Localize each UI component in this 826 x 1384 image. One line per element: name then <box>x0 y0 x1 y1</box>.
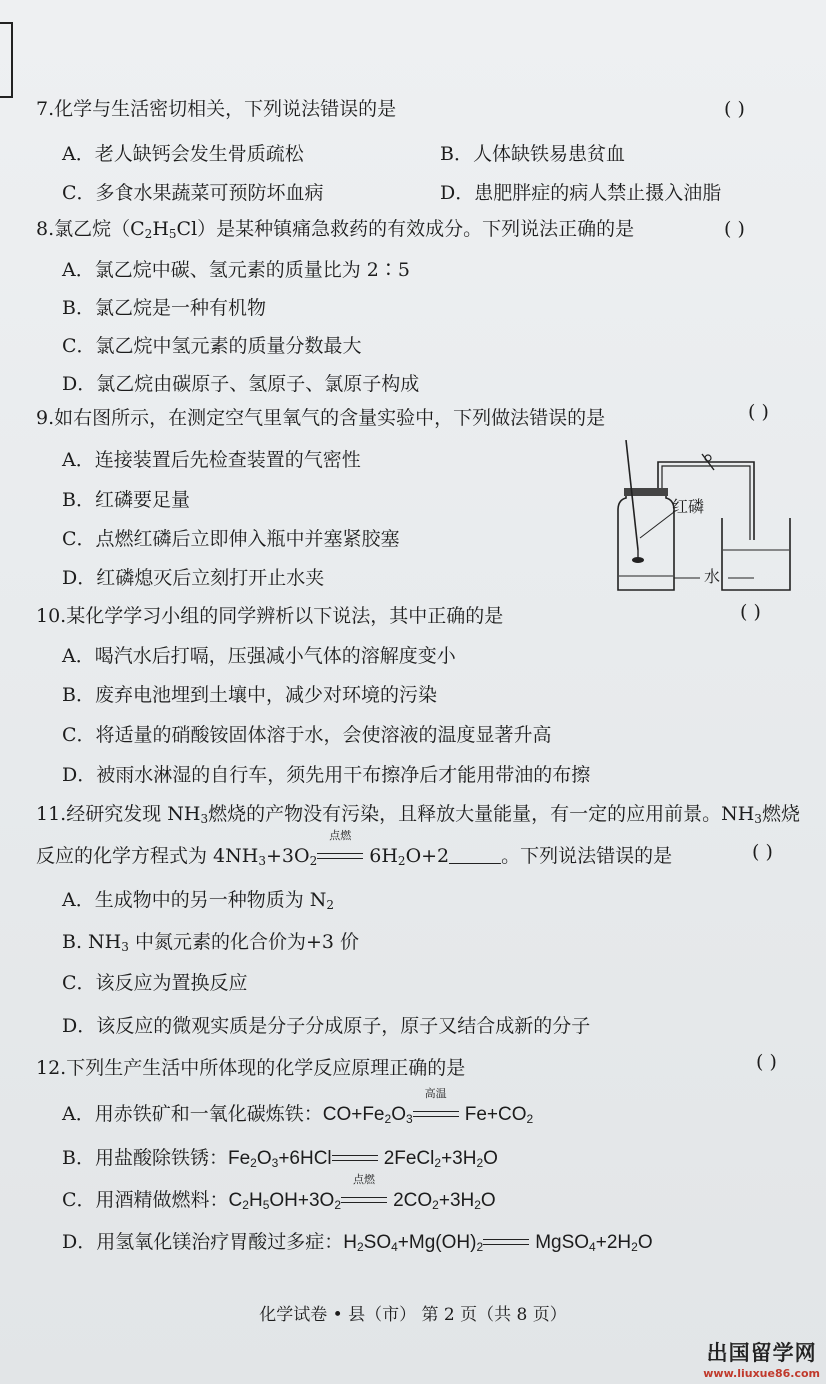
q9-option-c: C．点燃红磷后立即伸入瓶中并塞紧胶塞 <box>62 528 400 550</box>
q11-option-d: D．该反应的微观实质是分子分成原子，原子又结合成新的分子 <box>62 1015 591 1037</box>
q8-sub-2: 2 <box>144 227 153 241</box>
q12-a-condition <box>413 1087 459 1126</box>
q11-stem-line2: 反应的化学方程式为 $4NH_3+3O_2$ 点燃 $6H_2O+2$ 。下列说法错误的是 <box>36 829 673 868</box>
q12-option-d: D．用氢氧化镁治疗胃酸过多症：$H_2SO_4+Mg(OH)_2$ $MgSO_4+2H_2O$ <box>62 1231 653 1254</box>
watermark-title: 出国留学网 <box>706 1341 817 1365</box>
q12-option-c: C．用酒精做燃料：$C_2H_5OH+3O_2$ 点燃 $2CO_2+3H_2O$ <box>62 1173 496 1212</box>
q12-c-cond-text: 点燃 <box>353 1173 376 1186</box>
q7-option-b: B．人体缺铁易患贫血 <box>440 143 625 165</box>
q11-option-c: C．该反应为置换反应 <box>62 972 248 994</box>
q12-d-right3: O <box>637 1232 653 1253</box>
q11-l2-a: 反应的化学方程式为 4NH <box>36 845 259 867</box>
q12-a-cond-text: 高温 <box>424 1087 447 1100</box>
q12-option-a: A．用赤铁矿和一氧化碳炼铁：$CO+Fe_2O_3$ 高温 $Fe+CO_2$ <box>62 1087 534 1126</box>
q12-c-condition <box>341 1173 387 1212</box>
q12-b-right3: O <box>483 1148 498 1169</box>
q12-stem: 12.下列生产生活中所体现的化学反应原理正确的是 <box>36 1057 466 1079</box>
q12-c-left2: OH+3O <box>269 1190 335 1211</box>
q8-stem-h: H <box>152 218 169 240</box>
q9-apparatus-diagram <box>604 440 800 596</box>
q12-a-left: CO+Fe <box>322 1104 385 1125</box>
q12-answer-paren: ( ) <box>756 1051 777 1073</box>
q12-c-right: 2CO <box>393 1190 433 1211</box>
q12-d-left: H <box>343 1232 357 1253</box>
q11-b-pre: B. NH <box>62 931 122 953</box>
q12-d-left3: +Mg(OH) <box>397 1232 477 1253</box>
q12-d-right: MgSO <box>535 1232 590 1253</box>
q12-d-left2: SO <box>363 1232 392 1253</box>
q11-stem-line1 <box>36 802 800 826</box>
q11-l2-prod: 6H <box>369 845 398 867</box>
q12-b-equals <box>332 1146 378 1170</box>
q7-answer-paren: ( ) <box>724 98 745 120</box>
q11-condition-arrow <box>317 829 363 868</box>
q10-option-b: B．废弃电池埋到土壤中，减少对环境的污染 <box>62 684 437 706</box>
q11-option-b: B. $NH_3$ 中氮元素的化合价为+3 价 <box>62 931 359 954</box>
site-watermark <box>703 1337 820 1380</box>
q7-option-c: C．多食水果蔬菜可预防坏血病 <box>62 182 324 204</box>
q12-c-right2: +3H <box>438 1190 475 1211</box>
q7-option-a: A．老人缺钙会发生骨质疏松 <box>62 143 304 165</box>
q12-d-equals <box>483 1230 529 1254</box>
red-phosphorus-label: 红磷 <box>672 497 705 516</box>
q12-d-pre: D．用氢氧化镁治疗胃酸过多症： <box>62 1231 344 1253</box>
q11-answer-blank <box>449 845 501 864</box>
q8-stem-suffix: Cl）是某种镇痛急救药的有效成分。下列说法正确的是 <box>176 218 635 240</box>
q11-l1-sub: 3 <box>200 812 209 826</box>
q11-l1-c: 燃烧 <box>761 803 800 825</box>
q11-b-post: 中氮元素的化合价为+3 价 <box>134 931 359 953</box>
q12-b-right2: +3H <box>441 1148 477 1169</box>
q10-answer-paren: ( ) <box>740 601 761 623</box>
q8-stem-prefix: 8.氯乙烷（C <box>36 218 145 240</box>
q9-option-d: D．红磷熄灭后立刻打开止水夹 <box>62 567 325 589</box>
q10-option-d: D．被雨水淋湿的自行车，须先用干布擦净后才能用带油的布擦 <box>62 764 591 786</box>
q10-option-c: C．将适量的硝酸铵固体溶于水，会使溶液的温度显著升高 <box>62 724 552 746</box>
q11-l1-a: 11.经研究发现 NH <box>36 803 201 825</box>
q11-l2-prod2: O+2 <box>405 845 450 867</box>
q11-l2-plus: +3O <box>265 845 310 867</box>
q12-c-pre: C．用酒精做燃料： <box>62 1189 229 1211</box>
q8-stem <box>36 217 634 241</box>
q8-option-c: C．氯乙烷中氢元素的质量分数最大 <box>62 335 362 357</box>
binding-margin-box <box>0 22 13 98</box>
apparatus-svg <box>604 440 800 596</box>
watermark-url: www.liuxue86.com <box>703 1367 820 1380</box>
page-footer: 化学试卷 • 县（市） 第 2 页（共 8 页） <box>259 1305 567 1325</box>
q8-answer-paren: ( ) <box>724 218 745 240</box>
q12-c-right3: O <box>480 1190 496 1211</box>
q12-a-right: Fe+CO <box>464 1104 527 1125</box>
q8-option-d: D．氯乙烷由碳原子、氢原子、氯原子构成 <box>62 373 420 395</box>
q8-option-a: A．氯乙烷中碳、氢元素的质量比为 2∶5 <box>62 259 410 281</box>
q9-option-b: B．红磷要足量 <box>62 489 190 511</box>
q12-b-left2: +6HCl <box>278 1148 332 1169</box>
q12-b-pre: B．用盐酸除铁锈： <box>62 1147 228 1169</box>
q9-answer-paren: ( ) <box>748 401 769 423</box>
q11-answer-paren: ( ) <box>752 841 773 863</box>
q8-option-b: B．氯乙烷是一种有机物 <box>62 297 266 319</box>
q11-l2-sub3: 3 <box>258 854 266 868</box>
q12-b-left: Fe <box>227 1148 251 1169</box>
water-label: 水 <box>704 567 721 586</box>
q7-stem: 7.化学与生活密切相关，下列说法错误的是 <box>36 98 397 120</box>
q11-l1-b: 燃烧的产物没有污染，且释放大量能量，有一定的应用前景。NH <box>208 803 755 825</box>
q11-option-a: A．生成物中的另一种物质为 $N_2$ <box>62 889 335 912</box>
q9-option-a: A．连接装置后先检查装置的气密性 <box>62 449 361 471</box>
q11-a-text: A．生成物中的另一种物质为 N <box>62 889 327 911</box>
q12-d-right2: +2H <box>595 1232 632 1253</box>
q12-a-pre: A．用赤铁矿和一氧化碳炼铁： <box>62 1103 323 1125</box>
q9-stem: 9.如右图所示，在测定空气里氧气的含量实验中，下列做法错误的是 <box>36 407 606 429</box>
q12-option-b: B．用盐酸除铁锈：$Fe_2O_3+6HCl$ $2FeCl_2+3H_2O$ <box>62 1147 498 1170</box>
q12-b-right: 2FeCl <box>383 1148 435 1169</box>
q11-l2-end: 。下列说法错误的是 <box>501 845 673 867</box>
q12-c-left: C <box>228 1190 243 1211</box>
q8-sub-5: 5 <box>168 227 177 241</box>
q11-cond-text: 点燃 <box>329 829 352 842</box>
q10-stem: 10.某化学学习小组的同学辨析以下说法，其中正确的是 <box>36 605 504 627</box>
q10-option-a: A．喝汽水后打嗝，压强减小气体的溶解度变小 <box>62 645 456 667</box>
q7-option-d: D．患肥胖症的病人禁止摄入油脂 <box>440 182 722 204</box>
q11-l1-sub2: 3 <box>754 812 762 826</box>
